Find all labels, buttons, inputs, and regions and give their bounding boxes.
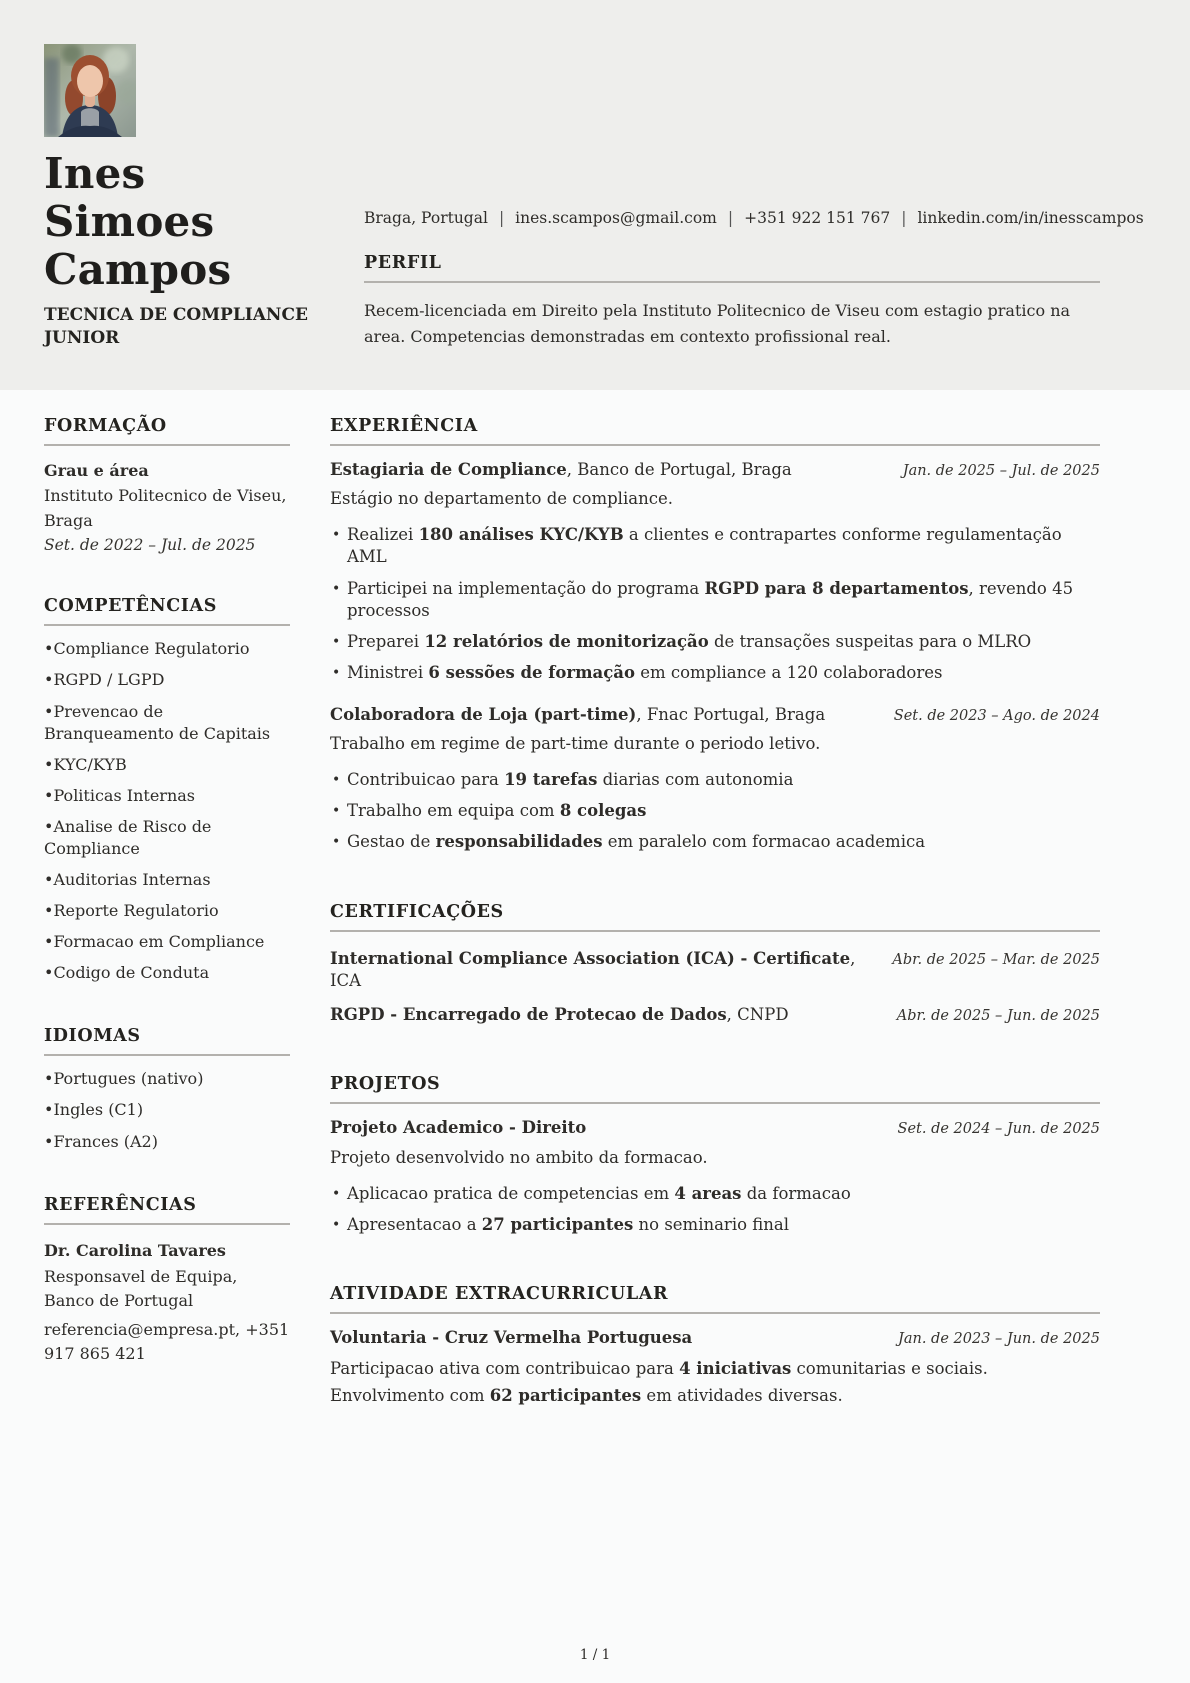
experience-bullet: • Participei na implementação do programa RGPD para 8 departamentos, revendo 45 processos [330, 578, 1100, 623]
left-column [44, 416, 290, 1409]
experience-entry [330, 459, 1100, 685]
resume-header [0, 0, 1190, 390]
skill-item: • Prevencao de Branqueamento de Capitais [44, 701, 290, 745]
project-summary: Projeto desenvolvido no ambito da formacao. [330, 1147, 708, 1167]
section-perfil [364, 253, 1100, 350]
section-competencias [44, 596, 290, 984]
skill-item: • Formacao em Compliance [44, 931, 290, 953]
experience-dates: Jan. de 2025 – Jul. de 2025 [902, 462, 1100, 479]
certification-name: International Compliance Association (ICA) - Certificate [330, 948, 851, 968]
activity-description: Participacao ativa com contribuicao para 4 iniciativas comunitarias e sociais. Envolvimento com 62 participantes em atividades diversas. [330, 1359, 988, 1405]
education-degree: Grau e área [44, 460, 149, 480]
experience-entry [330, 704, 1100, 854]
experience-summary: Trabalho em regime de part-time durante o periodo letivo. [330, 733, 821, 753]
header-identity-block [44, 44, 324, 350]
project-bullet: • Aplicacao pratica de competencias em 4 areas da formacao [330, 1183, 1100, 1205]
experience-title [330, 459, 792, 481]
section-heading-referencias: REFERÊNCIAS [44, 1195, 290, 1225]
certification-dates: Abr. de 2025 – Jun. de 2025 [896, 1008, 1100, 1025]
experience-summary: Estágio no departamento de compliance. [330, 489, 673, 509]
certification-org: , CNPD [726, 1005, 789, 1025]
skill-item: • Analise de Risco de Compliance [44, 816, 290, 860]
section-heading-atividade: ATIVIDADE EXTRACURRICULAR [330, 1284, 1100, 1314]
education-dates: Set. de 2022 – Jul. de 2025 [44, 536, 256, 555]
section-atividade-extracurricular [330, 1284, 1100, 1409]
skill-item: • Politicas Internas [44, 785, 290, 807]
skill-item: • KYC/KYB [44, 754, 290, 776]
experience-role: Estagiaria de Compliance [330, 459, 567, 479]
experience-title [330, 704, 825, 726]
language-item: • Frances (A2) [44, 1131, 290, 1153]
certification-title [330, 1004, 789, 1026]
certification-dates: Abr. de 2025 – Mar. de 2025 [892, 951, 1100, 968]
project-dates: Set. de 2024 – Jun. de 2025 [897, 1121, 1100, 1138]
right-column [330, 416, 1100, 1409]
experience-entry-header [330, 704, 1100, 726]
skill-item: • Auditorias Internas [44, 869, 290, 891]
section-referencias [44, 1195, 290, 1366]
profile-text: Recem-licenciada em Direito pela Instituto Politecnico de Viseu com estagio pratico na area. Competencias demonstradas em contexto profissional real. [364, 301, 1071, 346]
experience-bullet: • Contribuicao para 19 tarefas diarias com autonomia [330, 769, 1100, 791]
certification-row [330, 1004, 1100, 1026]
project-bullet: • Apresentacao a 27 participantes no seminario final [330, 1214, 1100, 1236]
reference-contact: referencia@empresa.pt, +351 917 865 421 [44, 1319, 290, 1363]
candidate-name: Ines Simoes Campos [44, 149, 232, 294]
languages-list [44, 1068, 290, 1152]
skill-item: • Compliance Regulatorio [44, 638, 290, 660]
certification-org: , ICA [330, 948, 856, 990]
reference-name: Dr. Carolina Tavares [44, 1240, 226, 1260]
section-heading-formacao: FORMAÇÃO [44, 416, 290, 446]
skill-item: • Reporte Regulatorio [44, 900, 290, 922]
language-item: • Ingles (C1) [44, 1099, 290, 1121]
candidate-job-title: TECNICA DE COMPLIANCE JUNIOR [44, 304, 308, 348]
section-idiomas [44, 1026, 290, 1152]
contact-separator: | [727, 209, 734, 227]
section-projetos [330, 1074, 1100, 1236]
experience-bullet-list [330, 524, 1100, 685]
skill-item: • RGPD / LGPD [44, 669, 290, 691]
language-item: • Portugues (nativo) [44, 1068, 290, 1090]
activity-entry [330, 1327, 1100, 1409]
experience-bullet-list [330, 769, 1100, 854]
project-entry-header [330, 1117, 1100, 1139]
project-title [330, 1117, 586, 1139]
section-heading-projetos: PROJETOS [330, 1074, 1100, 1104]
activity-name: Voluntaria - Cruz Vermelha Portuguesa [330, 1328, 693, 1348]
contact-separator: | [901, 209, 907, 227]
experience-company: , Banco de Portugal, Braga [566, 459, 792, 479]
page-number: 1 / 1 [579, 1647, 611, 1663]
certification-title [330, 948, 876, 993]
experience-company: , Fnac Portugal, Braga [636, 704, 826, 724]
activity-dates: Jan. de 2023 – Jun. de 2025 [898, 1331, 1100, 1348]
experience-bullet: • Realizei 180 análises KYC/KYB a clientes e contrapartes conforme regulamentação AML [330, 524, 1100, 569]
resume-body [0, 390, 1190, 1409]
section-heading-perfil: PERFIL [364, 253, 1100, 283]
section-experiencia [330, 416, 1100, 854]
contact-separator: | [498, 209, 505, 227]
project-bullet-list [330, 1183, 1100, 1237]
contact-location: Braga, Portugal [364, 209, 488, 227]
experience-bullet: • Trabalho em equipa com 8 colegas [330, 800, 1100, 822]
section-heading-competencias: COMPETÊNCIAS [44, 596, 290, 626]
contact-line [364, 209, 1144, 227]
reference-role: Responsavel de Equipa, Banco de Portugal [44, 1266, 238, 1310]
section-certificacoes [330, 902, 1100, 1027]
experience-dates: Set. de 2023 – Ago. de 2024 [893, 707, 1100, 724]
skill-item: • Codigo de Conduta [44, 962, 290, 984]
skills-list [44, 638, 290, 984]
section-heading-experiencia: EXPERIÊNCIA [330, 416, 1100, 446]
certification-name: RGPD - Encarregado de Protecao de Dados [330, 1005, 727, 1025]
header-summary-block [364, 44, 1144, 350]
contact-phone: +351 922 151 767 [744, 209, 891, 227]
section-heading-idiomas: IDIOMAS [44, 1026, 290, 1056]
section-heading-certificacoes: CERTIFICAÇÕES [330, 902, 1100, 932]
contact-email-link[interactable]: ines.scampos@gmail.com [515, 209, 717, 227]
activity-title [330, 1327, 692, 1349]
experience-bullet: • Gestao de responsabilidades em paralelo com formacao academica [330, 831, 1100, 853]
certification-row [330, 948, 1100, 993]
project-name: Projeto Academico - Direito [330, 1118, 587, 1138]
section-formacao [44, 416, 290, 555]
experience-bullet: • Preparei 12 relatórios de monitorização de transações suspeitas para o MLRO [330, 631, 1100, 653]
experience-entry-header [330, 459, 1100, 481]
education-school: Instituto Politecnico de Viseu, Braga [44, 485, 287, 530]
profile-photo [44, 44, 136, 137]
contact-linkedin-link[interactable]: linkedin.com/in/inesscampos [917, 209, 1144, 227]
project-entry [330, 1117, 1100, 1236]
activity-entry-header [330, 1327, 1100, 1349]
experience-role: Colaboradora de Loja (part-time) [330, 704, 637, 724]
experience-bullet: • Ministrei 6 sessões de formação em compliance a 120 colaboradores [330, 662, 1100, 684]
